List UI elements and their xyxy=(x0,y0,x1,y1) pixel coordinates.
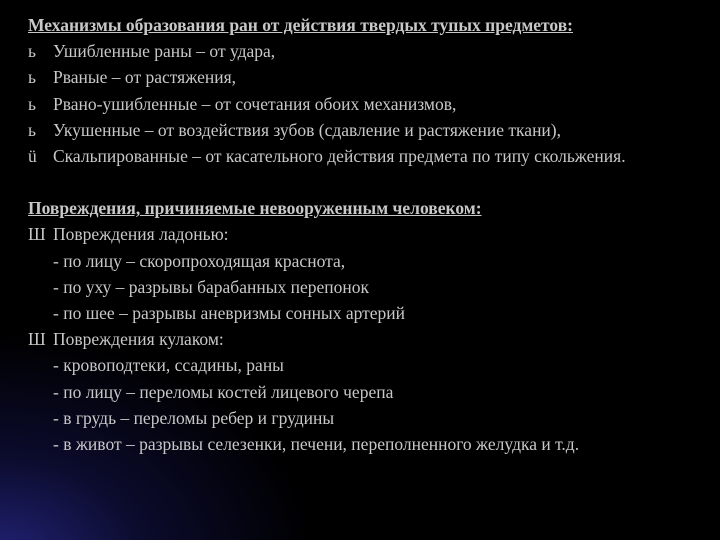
list-item xyxy=(28,117,708,143)
bullet-marker: ь xyxy=(28,67,36,88)
section-heading-wound-mechanisms: Механизмы образования ран от действия твердых тупых предметов: xyxy=(28,15,573,35)
list-item-text: Рвано-ушибленные – от сочетания обоих механизмов, xyxy=(53,93,457,114)
list-item xyxy=(28,91,708,117)
list-item xyxy=(28,38,708,64)
list-item-text: Скальпированные – от касательного действия предмета по типу скольжения. xyxy=(53,146,626,167)
slide-content xyxy=(28,12,708,457)
list-item xyxy=(28,143,708,169)
group-title-text: Повреждения кулаком: xyxy=(53,329,224,350)
sub-item: - в грудь – переломы ребер и грудины xyxy=(53,407,335,428)
bullet-marker: Ш xyxy=(28,329,46,350)
group-title-text: Повреждения ладонью: xyxy=(53,224,229,245)
sub-item: - кровоподтеки, ссадины, раны xyxy=(53,355,284,376)
bullet-marker: ь xyxy=(28,93,36,114)
sub-item: - по шее – разрывы аневризмы сонных артерий xyxy=(53,303,405,324)
list-item-text: Рваные – от растяжения, xyxy=(53,67,236,88)
bullet-marker: ь xyxy=(28,41,36,62)
list-item xyxy=(28,64,708,90)
checkmark-bullet: ü xyxy=(28,146,37,167)
group-title-fist xyxy=(28,326,708,352)
sub-item: - по лицу – скоропроходящая краснота, xyxy=(53,250,346,271)
sub-item: - по уху – разрывы барабанных перепонок xyxy=(53,276,369,297)
group-title-palm xyxy=(28,221,708,247)
list-item-text: Ушибленные раны – от удара, xyxy=(53,41,276,62)
sub-item: - по лицу – переломы костей лицевого черепа xyxy=(53,381,394,402)
bullet-marker: Ш xyxy=(28,224,46,245)
list-item-text: Укушенные – от воздействия зубов (сдавление и растяжение ткани), xyxy=(53,119,561,140)
section-spacer xyxy=(28,169,708,195)
sub-item: - в живот – разрывы селезенки, печени, переполненного желудка и т.д. xyxy=(53,434,580,455)
bullet-marker: ь xyxy=(28,119,36,140)
section-heading-unarmed-injuries: Повреждения, причиняемые невооруженным человеком: xyxy=(28,198,482,219)
